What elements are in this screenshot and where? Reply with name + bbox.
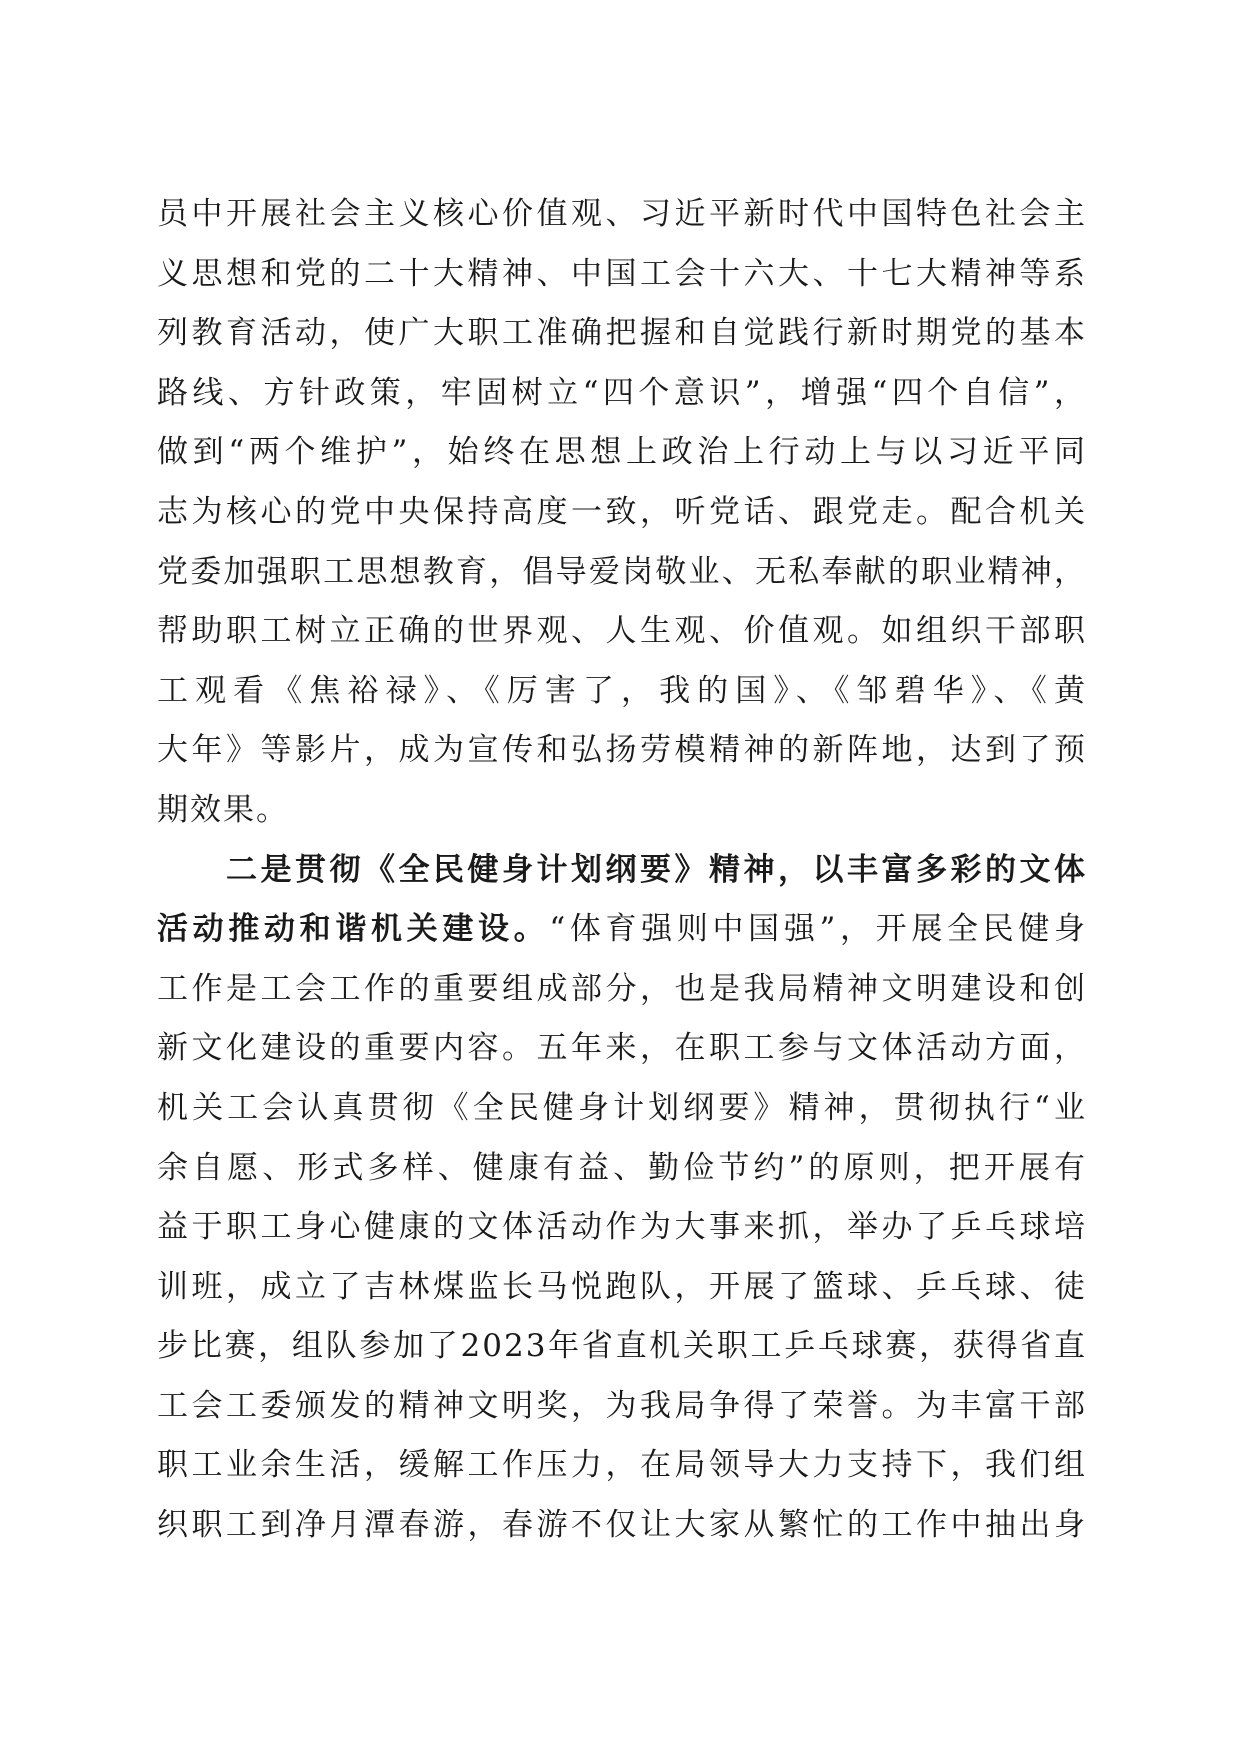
paragraph-2 <box>157 841 1087 1556</box>
text-fragment: “体育强则中国强”，开展全民健身 <box>549 911 1088 948</box>
heading-line: 二是贯彻《全民健身计划纲要》精神，以丰富多彩的文体 <box>157 851 1087 888</box>
heading-emphasis: 活动推动和谐机关建设。 <box>157 911 550 948</box>
text-line: 路线、方针政策，牢固树立“四个意识”，增强“四个自信”， <box>157 374 1087 411</box>
text-line: 工会工委颁发的精神文明奖，为我局争得了荣誉。为丰富干部 <box>157 1387 1087 1424</box>
text-line: 机关工会认真贯彻《全民健身计划纲要》精神，贯彻执行“业 <box>157 1089 1087 1126</box>
text-line: 训班，成立了吉林煤监长马悦跑队，开展了篮球、乒乓球、徒 <box>157 1268 1087 1305</box>
text-line: 职工业余生活，缓解工作压力，在局领导大力支持下，我们组 <box>157 1447 1087 1484</box>
text-line: 步比赛，组队参加了2023年省直机关职工乒乓球赛，获得省直 <box>157 1328 1087 1365</box>
text-line: 帮助职工树立正确的世界观、人生观、价值观。如组织干部职 <box>157 613 1087 650</box>
text-line: 余自愿、形式多样、健康有益、勤俭节约”的原则，把开展有 <box>157 1149 1087 1186</box>
document-body <box>157 185 1087 1556</box>
text-line: 工作是工会工作的重要组成部分，也是我局精神文明建设和创 <box>157 970 1087 1007</box>
text-line: 织职工到净月潭春游，春游不仅让大家从繁忙的工作中抽出身 <box>157 1507 1087 1544</box>
text-line: 党委加强职工思想教育，倡导爱岗敬业、无私奉献的职业精神， <box>157 553 1087 590</box>
text-line: 列教育活动，使广大职工准确把握和自觉践行新时期党的基本 <box>157 315 1087 352</box>
mixed-line <box>157 900 1087 960</box>
text-line: 新文化建设的重要内容。五年来，在职工参与文体活动方面， <box>157 1030 1087 1067</box>
text-line: 员中开展社会主义核心价值观、习近平新时代中国特色社会主 <box>157 196 1087 232</box>
text-line: 义思想和党的二十大精神、中国工会十六大、十七大精神等系 <box>157 255 1087 292</box>
text-line: 益于职工身心健康的文体活动作为大事来抓，举办了乒乓球培 <box>157 1209 1087 1246</box>
text-line: 做到“两个维护”，始终在思想上政治上行动上与以习近平同 <box>157 434 1087 471</box>
text-line: 大年》等影片，成为宣传和弘扬劳模精神的新阵地，达到了预 <box>157 732 1087 769</box>
paragraph-1 <box>157 185 1087 841</box>
text-line: 期效果。 <box>157 791 289 828</box>
text-line: 工观看《焦裕禄》、《厉害了，我的国》、《邹碧华》、《黄 <box>157 672 1087 709</box>
text-line: 志为核心的党中央保持高度一致，听党话、跟党走。配合机关 <box>157 493 1087 530</box>
